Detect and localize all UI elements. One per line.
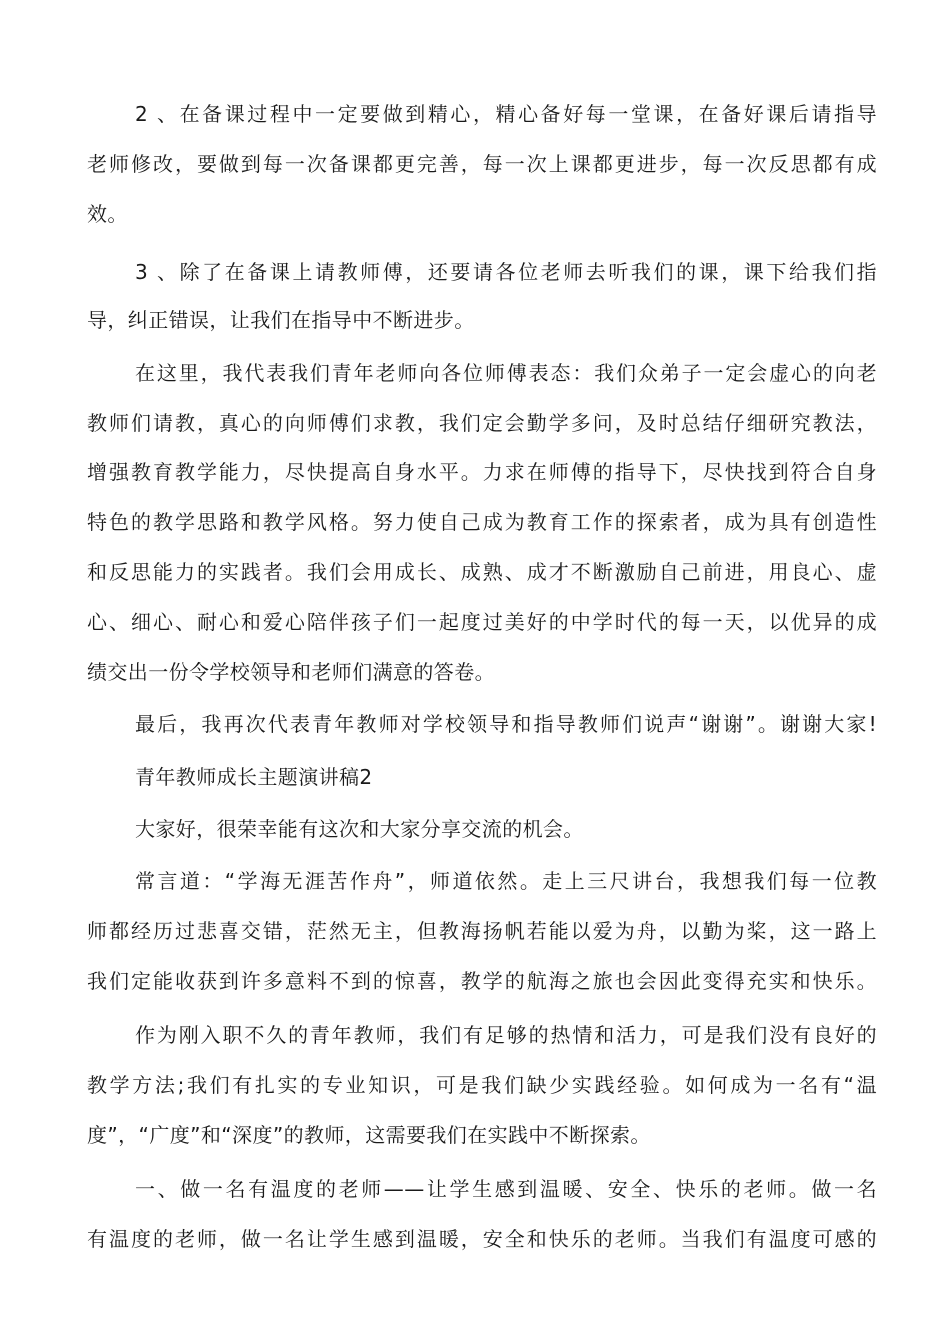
paragraph-line: 作为刚入职不久的青年教师，我们有足够的热情和活力，可是我们没有良好的: [135, 1023, 877, 1047]
paragraph-line: 最后，我再次代表青年教师对学校领导和指导教师们说声“谢谢”。谢谢大家!: [135, 712, 877, 736]
paragraph-line: 在这里，我代表我们青年老师向各位师傅表态：我们众弟子一定会虚心的向老: [135, 361, 877, 385]
paragraph-line: 效。: [87, 202, 128, 226]
paragraph-line: 有温度的老师，做一名让学生感到温暖，安全和快乐的老师。当我们有温度可感的: [87, 1227, 877, 1251]
paragraph-line: 绩交出一份令学校领导和老师们满意的答卷。: [87, 660, 495, 684]
paragraph-line: 度”，“广度”和“深度”的教师，这需要我们在实践中不断探索。: [87, 1123, 651, 1147]
paragraph-line: 大家好，很荣幸能有这次和大家分享交流的机会。: [135, 817, 584, 841]
paragraph-line: 3 、除了在备课上请教师傅，还要请各位老师去听我们的课，课下给我们指: [135, 260, 877, 284]
paragraph-line: 老师修改，要做到每一次备课都更完善，每一次上课都更进步，每一次反思都有成: [87, 152, 877, 176]
paragraph-line: 2 、在备课过程中一定要做到精心，精心备好每一堂课，在备好课后请指导: [135, 102, 877, 126]
section-title: 青年教师成长主题演讲稿2: [135, 765, 373, 789]
paragraph-line: 心、细心、耐心和爱心陪伴孩子们一起度过美好的中学时代的每一天，以优异的成: [87, 610, 877, 634]
paragraph-line: 和反思能力的实践者。我们会用成长、成熟、成才不断激励自己前进，用良心、虚: [87, 560, 877, 584]
paragraph-line: 教学方法;我们有扎实的专业知识，可是我们缺少实践经验。如何成为一名有“温: [87, 1073, 877, 1097]
paragraph-line: 教师们请教，真心的向师傅们求教，我们定会勤学多问，及时总结仔细研究教法，: [87, 411, 877, 435]
paragraph-line: 导，纠正错误，让我们在指导中不断进步。: [87, 308, 475, 332]
paragraph-line: 一、做一名有温度的老师——让学生感到温暖、安全、快乐的老师。做一名: [135, 1177, 877, 1201]
paragraph-line: 我们定能收获到许多意料不到的惊喜，教学的航海之旅也会因此变得充实和快乐。: [87, 969, 877, 993]
paragraph-line: 增强教育教学能力，尽快提高自身水平。力求在师傅的指导下，尽快找到符合自身: [87, 460, 877, 484]
paragraph-line: 特色的教学思路和教学风格。努力使自己成为教育工作的探索者，成为具有创造性: [87, 510, 877, 534]
paragraph-line: 师都经历过悲喜交错，茫然无主，但教海扬帆若能以爱为舟，以勤为桨，这一路上: [87, 919, 877, 943]
paragraph-line: 常言道：“学海无涯苦作舟”，师道依然。走上三尺讲台，我想我们每一位教: [135, 869, 877, 893]
